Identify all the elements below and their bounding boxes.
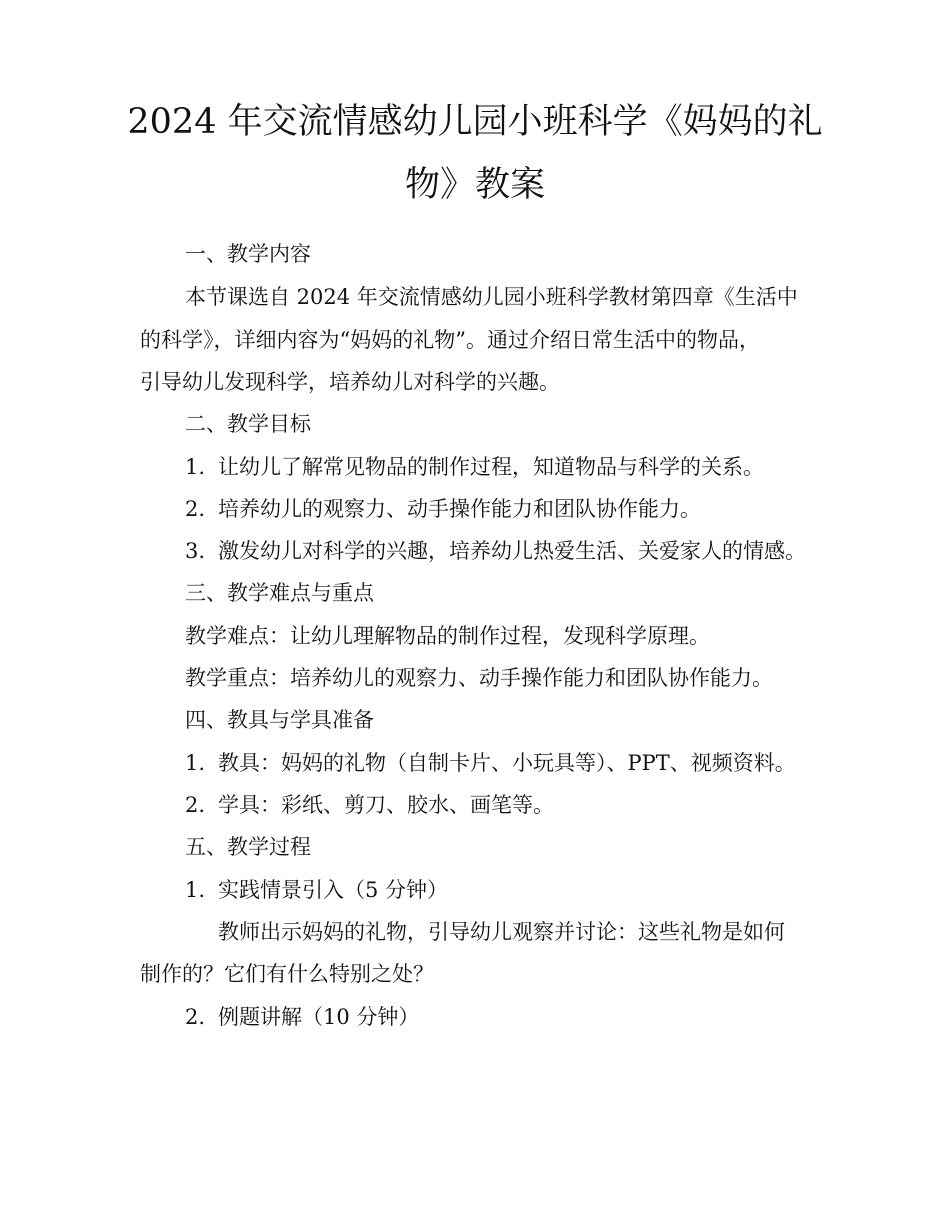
list-item-number: 2. xyxy=(185,793,206,817)
list-item-number: 3. xyxy=(185,539,206,563)
document-title-line-2: 物》教案 xyxy=(404,165,545,205)
list-item-number: 1. xyxy=(185,751,206,775)
paragraph-line: 本节课选自 2024 年交流情感幼儿园小班科学教材第四章《生活中 xyxy=(185,285,798,309)
paragraph-line: 制作的？它们有什么特别之处？ xyxy=(140,962,434,986)
key-point-line: 教学重点：培养幼儿的观察力、动手操作能力和团队协作能力。 xyxy=(185,666,773,690)
list-item-number: 1. xyxy=(185,455,206,479)
list-item-text: 激发幼儿对科学的兴趣，培养幼儿热爱生活、关爱家人的情感。 xyxy=(218,539,806,563)
list-item-text: 教具：妈妈的礼物（自制卡片、小玩具等）、PPT、视频资料。 xyxy=(218,751,796,775)
step-title: 例题讲解（10 分钟） xyxy=(218,1005,420,1029)
step-number: 2. xyxy=(185,1005,206,1029)
document-title-line-1: 2024 年交流情感幼儿园小班科学《妈妈的礼 xyxy=(127,102,823,142)
section-heading-content: 一、教学内容 xyxy=(185,242,311,266)
paragraph-line: 的科学》，详细内容为“妈妈的礼物”。通过介绍日常生活中的物品， xyxy=(140,328,760,352)
list-item-text: 培养幼儿的观察力、动手操作能力和团队协作能力。 xyxy=(218,497,701,521)
step-number: 1. xyxy=(185,878,206,902)
section-heading-process: 五、教学过程 xyxy=(185,835,311,859)
section-heading-materials: 四、教具与学具准备 xyxy=(185,708,374,732)
step-title: 实践情景引入（5 分钟） xyxy=(218,878,449,902)
list-item-text: 让幼儿了解常见物品的制作过程，知道物品与科学的关系。 xyxy=(218,455,764,479)
list-item-number: 2. xyxy=(185,497,206,521)
paragraph-line: 教师出示妈妈的礼物，引导幼儿观察并讨论：这些礼物是如何 xyxy=(218,920,785,944)
section-heading-objectives: 二、教学目标 xyxy=(185,412,311,436)
list-item-text: 学具：彩纸、剪刀、胶水、画笔等。 xyxy=(218,793,554,817)
difficulty-line: 教学难点：让幼儿理解物品的制作过程，发现科学原理。 xyxy=(185,624,710,648)
paragraph-line: 引导幼儿发现科学，培养幼儿对科学的兴趣。 xyxy=(140,370,560,394)
section-heading-difficulty: 三、教学难点与重点 xyxy=(185,581,374,605)
